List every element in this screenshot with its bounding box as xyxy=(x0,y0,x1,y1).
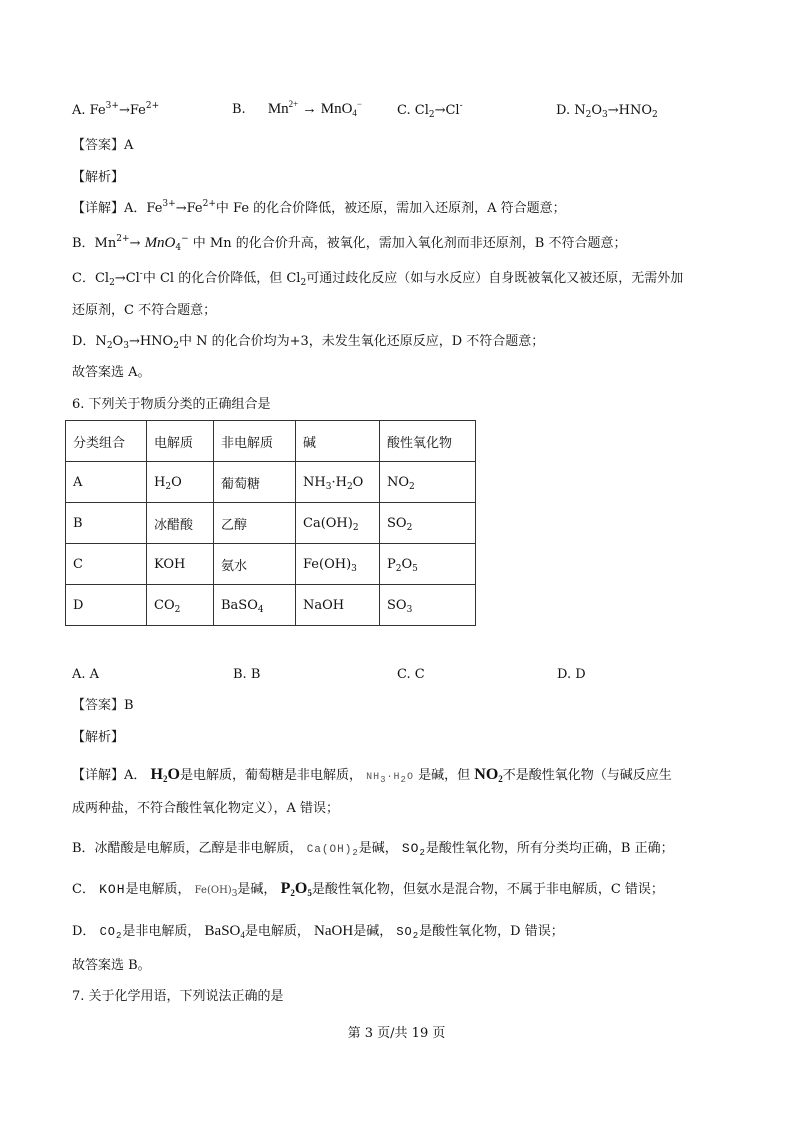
table-cell: 冰醋酸 xyxy=(147,503,214,544)
q5-detail-d: D．$N_2O_3\to HNO_2$中 N 的化合价均为+3，未发生氧化还原反应，D 不符合题意； xyxy=(72,334,545,351)
table-cell: D xyxy=(66,585,147,626)
table-header-cell: 非电解质 xyxy=(214,421,296,462)
q6-analysis-tag: 【解析】 xyxy=(72,730,125,745)
q6-option-c: C. C xyxy=(397,667,425,682)
classification-table xyxy=(65,420,476,626)
table-cell: $CO_2$ xyxy=(147,585,214,626)
table-cell: C xyxy=(66,544,147,585)
page-footer: 第 3 页/共 19 页 xyxy=(347,1026,446,1041)
table-header-cell: 分类组合 xyxy=(66,421,147,462)
q6-detail-a-line2: 成两种盐，不符合酸性氧化物定义），A 错误； xyxy=(72,801,340,816)
table-cell: $NH_3\cdot H_2O$ xyxy=(296,462,380,503)
table-header-cell: 电解质 xyxy=(147,421,214,462)
q6-detail-b: B．冰醋酸是电解质，乙醇是非电解质， $Ca(OH)_2$是碱， $SO_2$是酸性氧化物，所有分类均正确，B 正确； xyxy=(72,841,674,858)
table-cell: 葡萄糖 xyxy=(214,462,296,503)
table-row xyxy=(66,503,476,544)
table-cell: BaSO$_4$ xyxy=(214,585,296,626)
table-cell: 乙醇 xyxy=(214,503,296,544)
table-cell: B xyxy=(66,503,147,544)
table-row xyxy=(66,544,476,585)
table-cell: $H_2O$ xyxy=(147,462,214,503)
q5-analysis-tag: 【解析】 xyxy=(72,170,125,185)
table-cell: $NO_2$ xyxy=(380,462,476,503)
table-cell: $P_2O_5$ xyxy=(380,544,476,585)
table-cell: $SO_2$ xyxy=(380,503,476,544)
table-cell: $Fe(OH)_3$ xyxy=(296,544,380,585)
q5-option-a: A. $Fe^{3+}\to Fe^{2+}$ xyxy=(72,101,160,118)
table-cell: NaOH xyxy=(296,585,380,626)
table-cell: $Ca(OH)_2$ xyxy=(296,503,380,544)
table-cell: 氨水 xyxy=(214,544,296,585)
q5-conclusion: 故答案选 A。 xyxy=(72,365,151,380)
q6-option-d: D. D xyxy=(557,667,586,682)
q5-detail-c-line1: C．$Cl_2\to Cl^-$中 Cl 的化合价降低，但 $Cl_2$可通过歧化反应（如与水反应）自身既被氧化又被还原，无需外加 xyxy=(72,269,684,288)
table-header-cell: 酸性氧化物 xyxy=(380,421,476,462)
q5-option-b: B. $Mn^{2+} \to MnO_4^-$ xyxy=(232,99,362,118)
q6-detail-d: D． $CO_2$是非电解质， BaSO$_4$是电解质， NaOH是碱， $SO_2$是酸性氧化物，D 错误； xyxy=(72,923,564,941)
table-row xyxy=(66,462,476,503)
table-row xyxy=(66,585,476,626)
q5-option-d: D. $N_2O_3\to HNO_2$ xyxy=(556,103,658,120)
q5-detail-c-line2: 还原剂，C 不符合题意； xyxy=(72,303,217,318)
table-cell: A xyxy=(66,462,147,503)
table-cell: KOH xyxy=(147,544,214,585)
q6-conclusion: 故答案选 B。 xyxy=(72,958,151,973)
q6-detail-c: C． KOH是电解质， $Fe(OH)_3$是碱， $P_2O_5$是酸性氧化物，但氨水是混合物，不属于非电解质，C 错误； xyxy=(72,880,664,899)
q7-stem: 7. 关于化学用语，下列说法正确的是 xyxy=(72,989,284,1004)
q5-detail-a: 【详解】A．$Fe^{3+}\to Fe^{2+}$中 Fe 的化合价降低，被还原，需加入还原剂，A 符合题意； xyxy=(72,199,566,216)
table-header-cell: 碱 xyxy=(296,421,380,462)
q5-answer: 【答案】A xyxy=(72,138,134,153)
q6-detail-a-line1: 【详解】A． $H_2O$是电解质，葡萄糖是非电解质， $NH_3\cdot H_2O$ 是碱，但 $NO_2$不是酸性氧化物（与碱反应生 xyxy=(72,766,672,785)
table-header-row xyxy=(66,421,476,462)
q6-option-b: B. B xyxy=(233,667,261,682)
q6-stem: 6. 下列关于物质分类的正确组合是 xyxy=(72,397,271,412)
q6-option-a: A. A xyxy=(72,667,100,682)
q6-answer: 【答案】B xyxy=(72,698,134,713)
q5-detail-b: B．$Mn^{2+}\to MnO_4^-$ 中 Mn 的化合价升高，被氧化，需加入氧化剂而非还原剂，B 不符合题意； xyxy=(72,234,627,253)
q5-option-c: C. $Cl_2\to Cl^-$ xyxy=(397,101,463,120)
table-cell: $SO_3$ xyxy=(380,585,476,626)
